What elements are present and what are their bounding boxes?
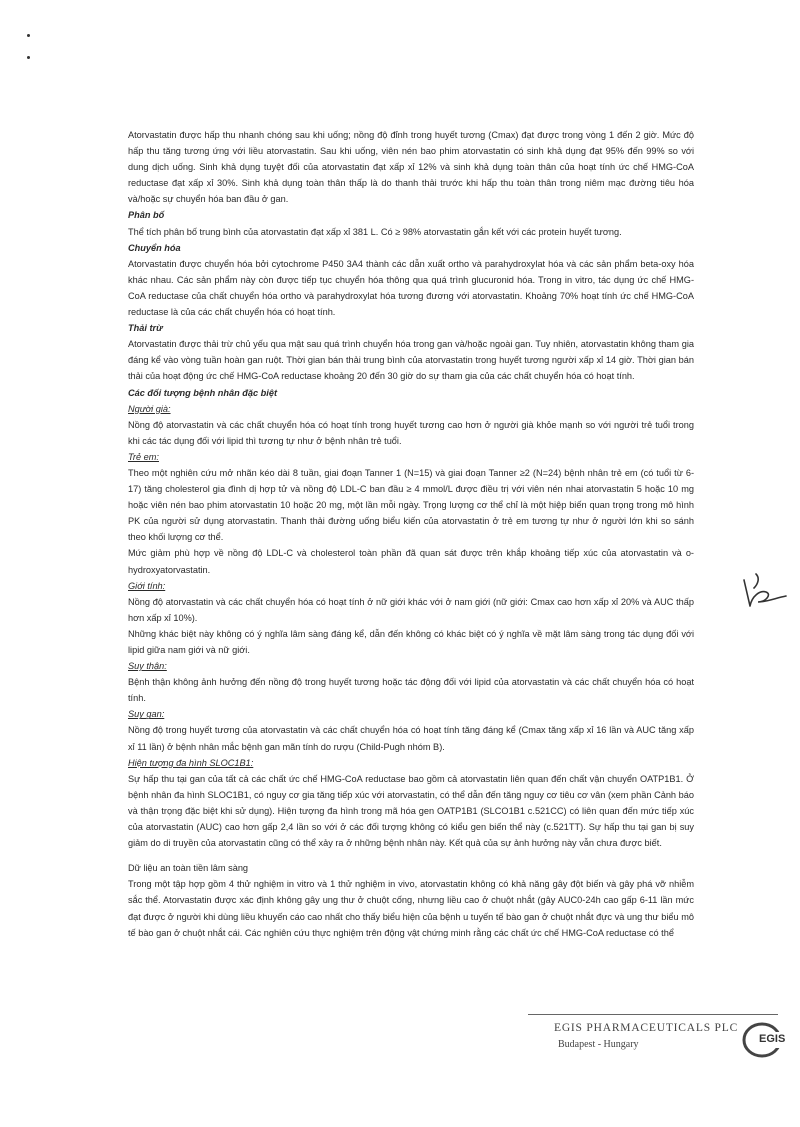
section-heading: Chuyển hóa xyxy=(128,242,181,253)
paragraph: Nồng độ atorvastatin và các chất chuyển hóa có hoạt tính ở nữ giới khác với ở nam giới (nữ giới: Cmax cao hơn xấp xỉ 20% và AUC thấp hơn xấp xỉ 10%). xyxy=(128,596,694,623)
section-heading: Thải trừ xyxy=(128,323,163,334)
paragraph: Thể tích phân bố trung bình của atorvastatin đạt xấp xỉ 381 L. Có ≥ 98% atorvastatin gắn kết với các protein huyết tương. xyxy=(128,226,622,237)
paragraph: Theo một nghiên cứu mở nhãn kéo dài 8 tuần, giai đoạn Tanner 1 (N=15) và giai đoạn Tanner ≥2 (N=24) bệnh nhân trẻ em (có tuổi từ 6-17) tăng cholesterol gia đình dị hợp tử và nồng độ LDL-C ban đầu ≥ 4 mmol/L được điều trị với viên nén nhai atorvastatin 5 hoặc 10 mg hoặc viên nén bao phim atorvastatin 10 hoặc 20 mg, một lần mỗi ngày. Trọng lượng cơ thể chỉ là một hiệp biến quan trọng trong mô hình PK của người sử dụng atorvastatin. Thanh thải đường uống biểu kiến của atorvastatin ở trẻ em tương tự như ở người lớn khi so sánh theo khối lượng cơ thể. xyxy=(128,467,694,543)
paragraph: Atorvastatin được thải trừ chủ yếu qua mật sau quá trình chuyển hóa trong gan và/hoặc ngoài gan. Tuy nhiên, atorvastatin không tham gia đáng kể vào vòng tuần hoàn gan ruột. Thời gian bán thải trung bình của atorvastatin trong huyết tương người xấp xỉ 14 giờ. Thời gian bán thải của hoạt động ức chế HMG-CoA reductase khoảng 20 đến 30 giờ do sự tham gia của các chất chuyển hóa có hoạt tính. xyxy=(128,339,694,382)
company-name: EGIS PHARMACEUTICALS PLC xyxy=(554,1022,739,1034)
scan-dot xyxy=(27,34,30,37)
paragraph: Bệnh thận không ảnh hưởng đến nồng độ trong huyết tương hoặc tác động đối với lipid của atorvastatin và các chất chuyển hóa có hoạt tính. xyxy=(128,677,694,704)
paragraph: Những khác biệt này không có ý nghĩa lâm sàng đáng kể, dẫn đến không có khác biệt có ý nghĩa về mặt lâm sàng trong tác dụng đối với lipid giữa nam giới và nữ giới. xyxy=(128,628,694,655)
paragraph: Sự hấp thu tại gan của tất cả các chất ức chế HMG-CoA reductase bao gồm cả atorvastatin liên quan đến chất vận chuyển OATP1B1. Ở bệnh nhân đa hình SLOC1B1, có nguy cơ gia tăng tiếp xúc với atorvastatin, có thể dẫn đến tăng nguy cơ tiêu cơ vân (xem phần Cảnh báo và thận trọng đặc biệt khi sử dụng). Hiện tượng đa hình trong mã hóa gen OATP1B1 (SLCO1B1 c.521CC) có liên quan đến mức tiếp xúc của atorvastatin (AUC) cao hơn gấp 2,4 lần so với ở các đối tượng không có kiểu gen biến thể này (c.521TT). Sự hấp thu tại gan bị suy giảm do di truyền của atorvastatin cũng có thể xảy ra ở những bệnh nhân này. Kết quả của sự ảnh hưởng này vẫn chưa được biết. xyxy=(128,773,694,849)
paragraph: Nồng độ trong huyết tương của atorvastatin và các chất chuyển hóa có hoạt tính tăng đáng kể (Cmax tăng xấp xỉ 16 lần và AUC tăng xấp xỉ 11 lần) ở bệnh nhân mắc bệnh gan mãn tính do rượu (Child-Pugh nhóm B). xyxy=(128,725,694,752)
subsection-heading: Suy gan: xyxy=(128,709,165,720)
subsection-heading: Hiện tượng đa hình SLOC1B1: xyxy=(128,757,254,768)
egis-logo xyxy=(738,1018,796,1060)
subsection-heading: Trẻ em: xyxy=(128,451,159,462)
paragraph: Trong một tập hợp gồm 4 thử nghiệm in vitro và 1 thử nghiệm in vivo, atorvastatin không có khả năng gây đột biến và gây phá vỡ nhiễm sắc thể. Atorvastatin được xác định không gây ung thư ở chuột cống, nhưng liều cao ở chuột nhắt (gây AUC0-24h cao gấp 6-11 lần mức đạt được ở người khi dùng liều khuyến cáo cao nhất cho thấy biểu hiện của bệnh u tuyến tế bào gan ở chuột nhắt đực và ung thư biểu mô tế bào gan ở chuột nhắt cái. Các nghiên cứu thực nghiệm trên động vật chứng minh rằng các chất ức chế HMG-CoA reductase có thể xyxy=(128,879,694,938)
footer-divider xyxy=(528,1014,778,1015)
document-body xyxy=(128,127,694,941)
paragraph: Mức giảm phù hợp về nồng độ LDL-C và cholesterol toàn phần đã quan sát được trên khắp khoảng tiếp xúc của atorvastatin và o-hydroxyatorvastatin. xyxy=(128,548,694,575)
company-city: Budapest - Hungary xyxy=(558,1039,639,1050)
subsection-heading: Suy thận: xyxy=(128,661,167,672)
scan-dot xyxy=(27,56,30,59)
section-title: Dữ liệu an toàn tiền lâm sàng xyxy=(128,863,249,874)
subsection-heading: Người già: xyxy=(128,403,171,414)
section-heading: Phân bố xyxy=(128,210,165,221)
logo-text: EGIS xyxy=(759,1033,786,1045)
subsection-heading: Giới tính: xyxy=(128,580,166,591)
paragraph: Nồng độ atorvastatin và các chất chuyển hóa có hoạt tính trong huyết tương cao hơn ở người già khỏe mạnh so với người trẻ tuổi trong khi các tác dụng đối với lipid thì tương tự như ở bệnh nhân trẻ tuổi. xyxy=(128,419,694,446)
section-heading: Các đối tượng bệnh nhân đặc biệt xyxy=(128,387,278,398)
paragraph: Atorvastatin được chuyển hóa bởi cytochrome P450 3A4 thành các dẫn xuất ortho và parahydroxylat hóa và các sản phẩm beta-oxy hóa khác nhau. Các sản phẩm này còn được tiếp tục chuyển hóa thông qua quá trình glucuronid hóa. Trong in vitro, tác dụng ức chế HMG-CoA reductase của chất chuyển hóa ortho và parahydroxylat hóa tương đương với atorvastatin. Khoảng 70% hoạt tính ức chế HMG-CoA reductase là của các chất chuyển hóa có hoạt tính. xyxy=(128,258,694,318)
paragraph: Atorvastatin được hấp thu nhanh chóng sau khi uống; nồng độ đỉnh trong huyết tương (Cmax) đạt được trong vòng 1 đến 2 giờ. Mức độ hấp thu tăng tương ứng với liều atorvastatin. Sau khi uống, viên nén bao phim atorvastatin có sinh khả dụng đạt 95% đến 99% so với dung dịch uống. Sinh khả dụng tuyệt đối của atorvastatin đạt xấp xỉ 12% và sinh khả dụng toàn thân của hoạt tính ức chế HMG-CoA reductase đạt xấp xỉ 30%. Sinh khả dụng toàn thân thấp là do thanh thải trước khi hấp thu toàn thân trong niêm mạc đường tiêu hóa và/hoặc sự chuyển hóa ban đầu ở gan. xyxy=(128,130,694,205)
handwritten-signature xyxy=(736,566,792,618)
